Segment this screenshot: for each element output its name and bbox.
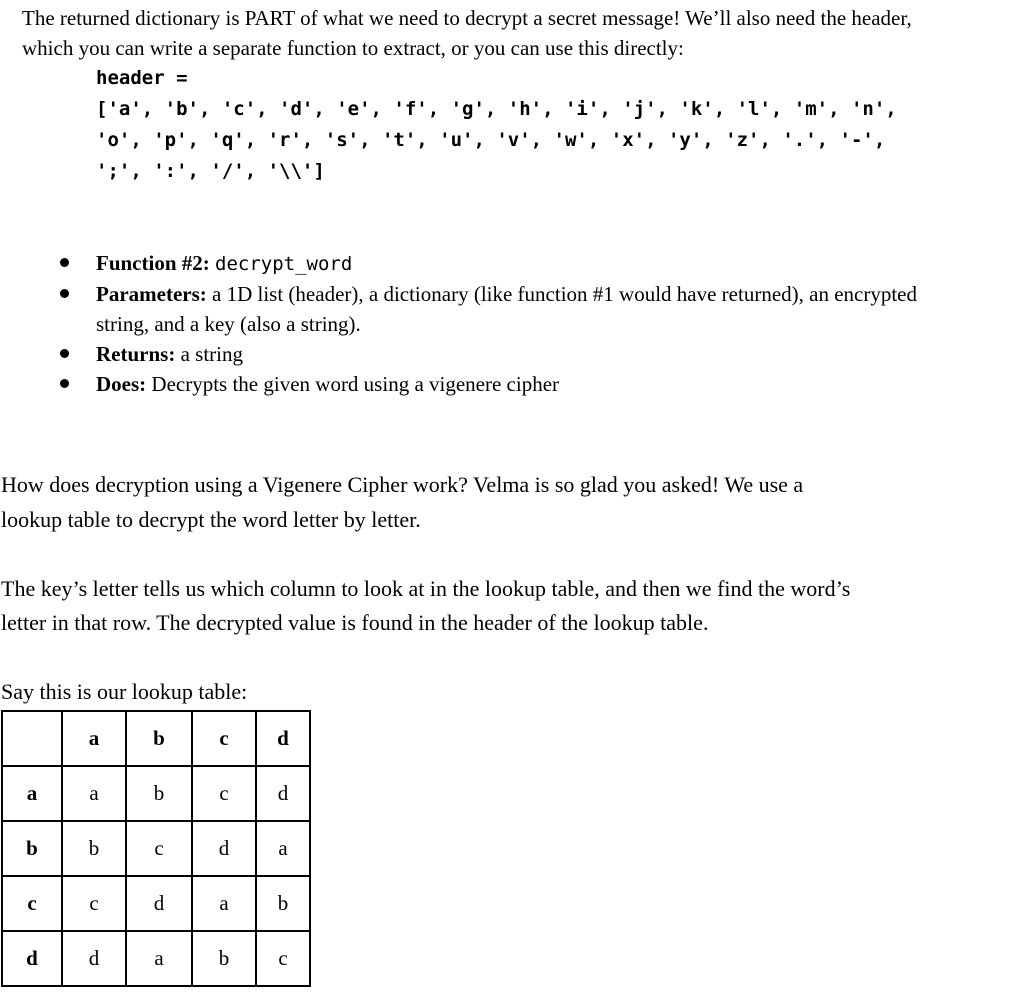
row-header: d bbox=[2, 931, 62, 986]
parameters-text-cont: string, and a key (also a string). bbox=[96, 312, 361, 336]
row-header: c bbox=[2, 876, 62, 931]
table-row bbox=[2, 766, 310, 821]
table-cell: c bbox=[62, 876, 126, 931]
bullet-icon bbox=[60, 289, 69, 298]
table-cell: b bbox=[126, 766, 192, 821]
paragraph-1-line-1: How does decryption using a Vigenere Cipher work? Velma is so glad you asked! We use a bbox=[1, 472, 804, 497]
intro-line-1: The returned dictionary is PART of what we need to decrypt a secret message! We’ll also need the header, bbox=[22, 6, 912, 30]
column-header: a bbox=[62, 711, 126, 766]
bullet-icon bbox=[60, 379, 69, 388]
table-row bbox=[2, 876, 310, 931]
code-line: header = bbox=[96, 67, 188, 89]
table-cell: d bbox=[62, 931, 126, 986]
returns-text: a string bbox=[180, 342, 243, 366]
code-line: ';', ':', '/', '\\'] bbox=[96, 160, 325, 182]
table-corner-cell bbox=[2, 711, 62, 766]
header-code-block bbox=[96, 63, 897, 187]
lookup-table bbox=[1, 710, 311, 987]
paragraph-1-line-2: lookup table to decrypt the word letter by letter. bbox=[1, 507, 421, 532]
code-line: ['a', 'b', 'c', 'd', 'e', 'f', 'g', 'h', 'i', 'j', 'k', 'l', 'm', 'n', bbox=[96, 98, 897, 120]
does-text: Decrypts the given word using a vigenere cipher bbox=[151, 372, 560, 396]
bullet-icon bbox=[60, 349, 69, 358]
table-caption: Say this is our lookup table: bbox=[1, 679, 248, 704]
paragraph-2-line-1: The key’s letter tells us which column to look at in the lookup table, and then we find the word’s bbox=[1, 576, 851, 601]
table-cell: d bbox=[256, 766, 310, 821]
returns-label: Returns: bbox=[96, 342, 176, 366]
paragraph-2-line-2: letter in that row. The decrypted value is found in the header of the lookup table. bbox=[1, 610, 709, 635]
table-cell: a bbox=[126, 931, 192, 986]
table-cell: b bbox=[62, 821, 126, 876]
table-row bbox=[2, 931, 310, 986]
table-cell: a bbox=[256, 821, 310, 876]
row-header: b bbox=[2, 821, 62, 876]
parameters-label: Parameters: bbox=[96, 282, 207, 306]
table-header-row bbox=[2, 711, 310, 766]
row-header: a bbox=[2, 766, 62, 821]
table-row bbox=[2, 821, 310, 876]
bullet-icon bbox=[60, 258, 69, 267]
table-cell: a bbox=[192, 876, 256, 931]
code-line: 'o', 'p', 'q', 'r', 's', 't', 'u', 'v', 'w', 'x', 'y', 'z', '.', '-', bbox=[96, 129, 886, 151]
table-cell: c bbox=[256, 931, 310, 986]
table-cell: d bbox=[126, 876, 192, 931]
table-cell: b bbox=[256, 876, 310, 931]
intro-line-2: which you can write a separate function to extract, or you can use this directly: bbox=[22, 36, 684, 60]
does-label: Does: bbox=[96, 372, 147, 396]
table-cell: c bbox=[192, 766, 256, 821]
table-cell: a bbox=[62, 766, 126, 821]
table-cell: b bbox=[192, 931, 256, 986]
column-header: d bbox=[256, 711, 310, 766]
table-cell: c bbox=[126, 821, 192, 876]
table-cell: d bbox=[192, 821, 256, 876]
column-header: b bbox=[126, 711, 192, 766]
column-header: c bbox=[192, 711, 256, 766]
parameters-text: a 1D list (header), a dictionary (like function #1 would have returned), an encrypted bbox=[212, 282, 918, 306]
function-name: decrypt_word bbox=[215, 253, 353, 275]
function-label: Function #2: bbox=[96, 251, 210, 275]
